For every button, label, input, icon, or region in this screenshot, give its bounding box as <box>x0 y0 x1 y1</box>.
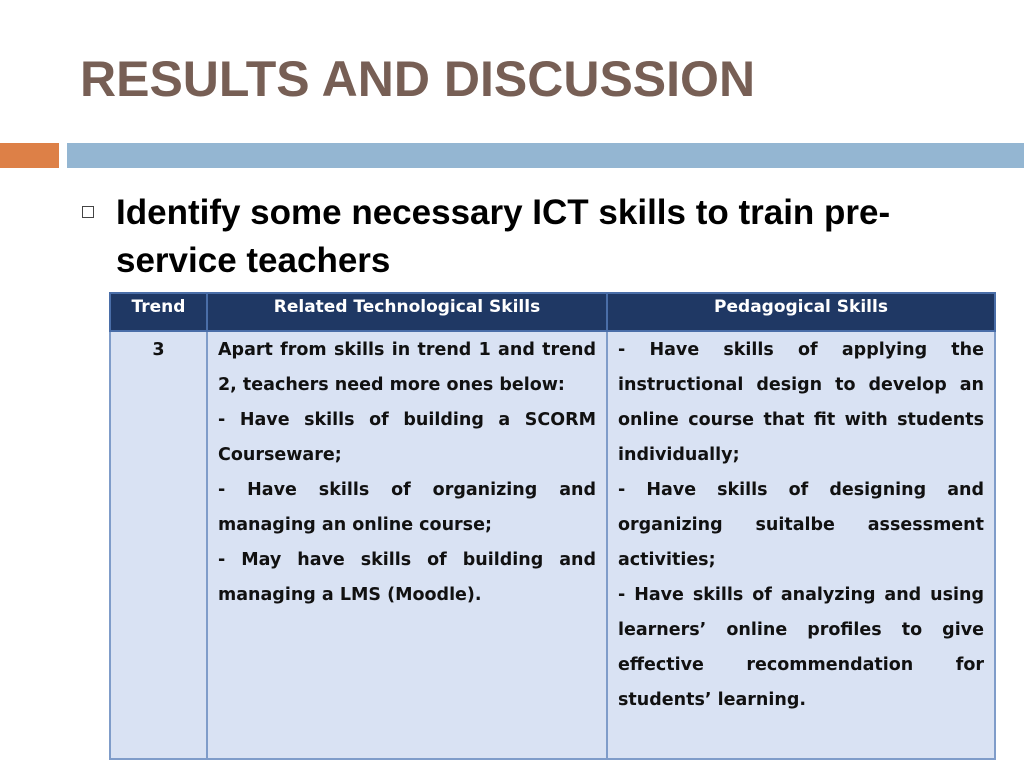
title-underline-bar <box>67 143 1024 168</box>
pedagogical-skill-line: - Have skills of applying the instructional design to develop an online course that fit with students individually; <box>618 340 984 465</box>
bullet-square-icon <box>82 206 94 218</box>
header-pedagogical-skills: Pedagogical Skills <box>607 293 995 331</box>
header-trend: Trend <box>110 293 207 331</box>
bullet-text: Identify some necessary ICT skills to train pre-service teachers <box>116 193 891 280</box>
table-header-row <box>110 293 995 331</box>
technological-skills-cell <box>207 331 607 759</box>
technological-skill-line: Apart from skills in trend 1 and trend 2, teachers need more ones below: <box>218 340 596 395</box>
slide-title: RESULTS AND DISCUSSION <box>80 51 756 107</box>
accent-bar <box>0 143 59 168</box>
header-technological-skills: Related Technological Skills <box>207 293 607 331</box>
pedagogical-skill-line: - Have skills of designing and organizing suitalbe assessment activities; <box>618 480 984 570</box>
technological-skill-line: - May have skills of building and managing a LMS (Moodle). <box>218 550 596 605</box>
ict-skills-table <box>109 292 996 760</box>
pedagogical-skills-cell <box>607 331 995 759</box>
trend-cell: 3 <box>110 331 207 759</box>
technological-skill-line: - Have skills of organizing and managing an online course; <box>218 480 596 535</box>
technological-skill-line: - Have skills of building a SCORM Courseware; <box>218 410 596 465</box>
pedagogical-skill-line: - Have skills of analyzing and using learners’ online profiles to give effective recommendation for students’ learning. <box>618 585 984 710</box>
table-row <box>110 331 995 759</box>
